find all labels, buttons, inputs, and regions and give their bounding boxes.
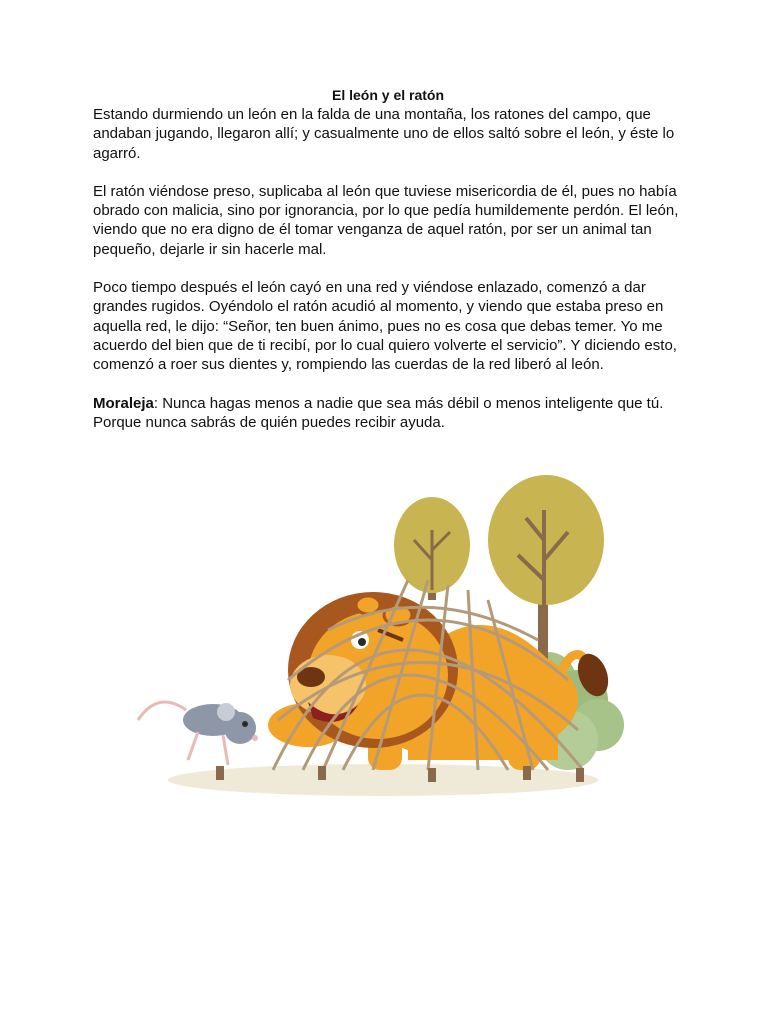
lion-and-mouse-illustration — [128, 470, 638, 800]
moral-paragraph — [93, 394, 683, 433]
story-text — [93, 86, 683, 451]
mouse — [138, 702, 258, 765]
moral-text: : Nunca hagas menos a nadie que sea más débil o menos inteligente que tú. Porque nunca sabrás de quién puedes recibir ayuda. — [93, 394, 664, 431]
story-title: El león y el ratón — [331, 87, 445, 103]
paragraph-1: Estando durmiendo un león en la falda de una montaña, los ratones del campo, que andaban jugando, llegaron allí; y casualmente uno de ellos saltó sobre el león, y éste lo agarró. — [93, 106, 675, 162]
paragraph-2: El ratón viéndose preso, suplicaba al león que tuviese misericordia de él, pues no había obrado con malicia, sino por ignorancia, por lo que pedía humildemente perdón. El león, viendo que no era digno de él tomar venganza de aquel ratón, por ser un animal tan pequeño, dejarle ir sin hacerle mal. — [93, 182, 679, 258]
moral-label: Moraleja — [93, 394, 154, 412]
paragraph-3: Poco tiempo después el león cayó en una red y viéndose enlazado, comenzó a dar grandes rugidos. Oyéndolo el ratón acudió al momento, y viendo que estaba preso en aquella red, le dijo: “Señor, ten buen ánimo, pues no es cosa que debas temer. Yo me acuerdo del bien que de ti recibí, por lo cual quiero volverte el servicio”. Y diciendo esto, comenzó a roer sus dientes y, rompiendo las cuerdas de la red liberó al león. — [93, 279, 677, 374]
